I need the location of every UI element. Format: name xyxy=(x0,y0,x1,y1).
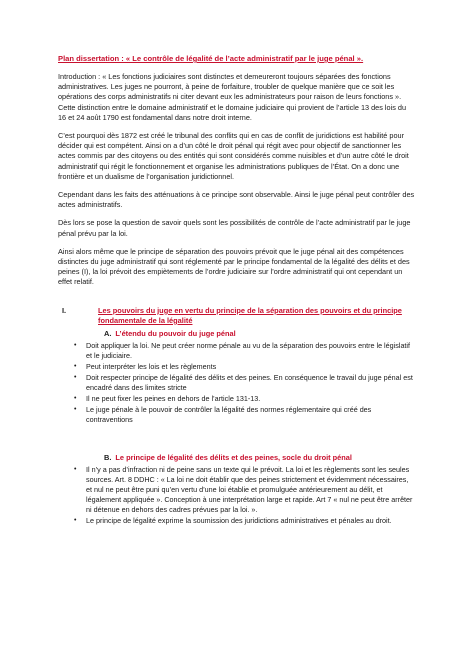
bullet-icon: • xyxy=(74,516,77,524)
subsection-b-letter: B. xyxy=(104,452,112,462)
document-title: Plan dissertation : « Le contrôle de légalité de l’acte administratif par le juge pénal ». xyxy=(58,54,364,63)
list-item xyxy=(74,516,416,526)
list-item xyxy=(74,362,416,372)
bullet-icon: • xyxy=(74,341,77,349)
subsection-a-heading xyxy=(104,329,416,339)
subsection-a-bullets xyxy=(58,341,416,425)
list-item-text: Le principe de légalité exprime la soumission des juridictions administratives et pénales au droit. xyxy=(86,515,392,525)
subsection-a-letter: A. xyxy=(104,328,112,338)
section-one-numeral: I. xyxy=(62,305,67,315)
paragraph-problematique: Dès lors se pose la question de savoir quels sont les possibilités de contrôle de l’acte administratif par le juge pénal prévu par la loi. xyxy=(58,218,411,238)
bullet-icon: • xyxy=(74,362,77,370)
paragraph-introduction: Introduction : « Les fonctions judiciaires sont distinctes et demeureront toujours séparées des fonctions administratives. Les juges ne pourront, à peine de forfaiture, troubler de quelque manière que ce soit les opérations des corps administratifs ni citer devant eux les administrateurs pour raison de leurs fonctions ». Cette distinction entre le domaine administratif et le domaine judiciaire qui provient de l’article 13 des lois du 16 et 24 août 1790 est fondamental dans notre droit interne. xyxy=(58,72,407,122)
list-item-text: Doit respecter principe de légalité des délits et des peines. En conséquence le travail du juge pénal est encadré dans des limites stricte xyxy=(86,372,413,392)
list-item xyxy=(74,394,416,404)
bullet-icon: • xyxy=(74,465,77,473)
list-item-text: Peut interpréter les lois et les règlements xyxy=(86,361,217,371)
bullet-icon: • xyxy=(74,394,77,402)
paragraph-tribunal-conflits: C’est pourquoi dès 1872 est créé le tribunal des conflits qui en cas de conflit de juridictions est habilité pour décider qui est compétent. Ainsi on a d’un côté le droit pénal qui régit avec pour objectif de sanctionner les actes commis par des citoyens ou des entités qui sont considérés comme nuisibles et d’un autre côté le droit administratif qui régit le fonctionnement et organise les administrations publiques de l’État. On a donc une frontière et un dualisme de l’organisation juridictionnel. xyxy=(58,131,409,181)
subsection-b-title: Le principe de légalité des délits et des peines, socle du droit pénal xyxy=(115,452,352,462)
list-item xyxy=(74,373,416,393)
paragraph-annonce-plan: Ainsi alors même que le principe de séparation des pouvoirs prévoit que le juge pénal ait des compétences distinctes du juge administratif qui sont réglementé par le principe fondamental de la légalité des délits et des peines (I), la loi prévoit des empiètements de l’ordre judiciaire sur l’ordre administratif qui ont cependant un effet relatif. xyxy=(58,246,410,287)
bullet-icon: • xyxy=(74,405,77,413)
list-item-text: Le juge pénale à le pouvoir de contrôler la légalité des normes réglementaire qui créé des contraventions xyxy=(86,404,372,424)
list-item xyxy=(74,465,416,515)
paragraph-attenuations: Cependant dans les faits des atténuations à ce principe sont observable. Ainsi le juge pénal peut contrôler des actes administratifs. xyxy=(58,190,415,210)
subsection-b-bullets xyxy=(58,465,416,526)
section-one xyxy=(58,306,416,326)
list-item-text: Doit appliquer la loi. Ne peut créer norme pénale au vu de la séparation des pouvoirs entre le législatif et le judiciaire. xyxy=(86,340,411,360)
list-item xyxy=(74,405,416,425)
list-item-text: Il n’y a pas d’infraction ni de peine sans un texte qui le prévoit. La loi et les règlements sont les seules sources. Art. 8 DDHC : « La loi ne doit établir que des peines strictement et évidemment nécessaires, et nul ne peut être puni qu’en vertu d’une loi établie et promulguée antérieurement au délit, et légalement appliquée ». Conception à une interprétation large et rapide. Art 7 « nul ne peut être arrêter ni détenue en dehors des cadres prévues par la loi. ». xyxy=(86,464,413,514)
section-one-title: Les pouvoirs du juge en vertu du principe de la séparation des pouvoirs et du principe fondamentale de la légalité xyxy=(98,305,402,325)
list-item xyxy=(74,341,416,361)
subsection-b-heading xyxy=(104,453,416,463)
list-item-text: Il ne peut fixer les peines en dehors de l’article 131-13. xyxy=(86,393,261,403)
bullet-icon: • xyxy=(74,373,77,381)
subsection-a-title: L’étendu du pouvoir du juge pénal xyxy=(115,328,236,338)
